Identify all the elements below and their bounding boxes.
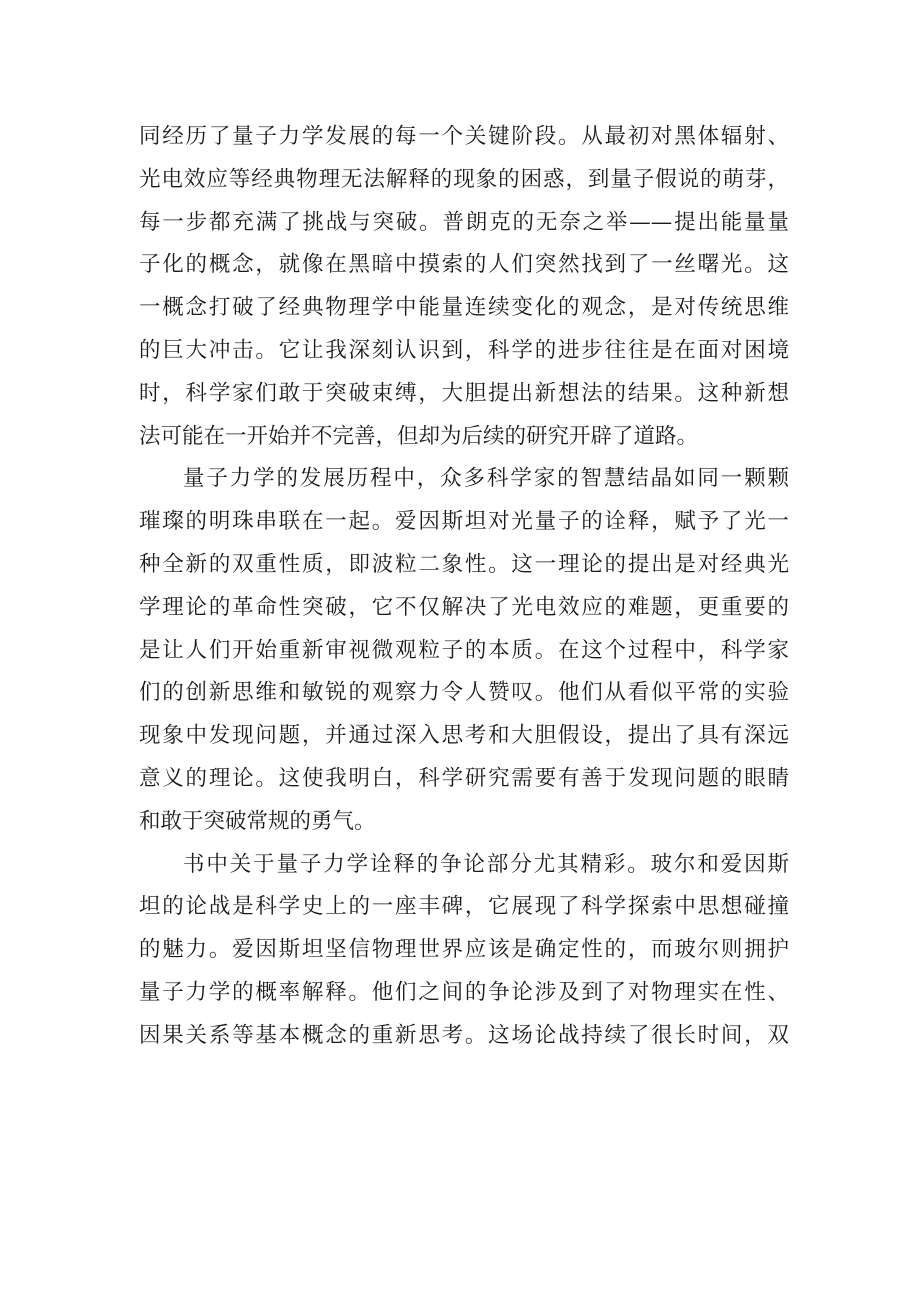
text-line: 现象中发现问题，并通过深入思考和大胆假设，提出了具有深远 (139, 723, 789, 749)
text-line: 的巨大冲击。它让我深刻认识到，科学的进步往往是在面对困境 (139, 337, 789, 363)
document-body (139, 116, 789, 1058)
text-line: 坦的论战是科学史上的一座丰碑，它展现了科学探索中思想碰撞 (139, 894, 789, 920)
text-line: 光电效应等经典物理无法解释的现象的困惑，到量子假说的萌芽， (139, 166, 789, 192)
text-line: 的魅力。爱因斯坦坚信物理世界应该是确定性的，而玻尔则拥护 (139, 937, 789, 963)
paragraph-3 (139, 844, 789, 1058)
text-line: 们的创新思维和敏锐的观察力令人赞叹。他们从看似平常的实验 (139, 680, 789, 706)
text-line: 每一步都充满了挑战与突破。普朗克的无奈之举——提出能量量 (139, 209, 789, 235)
text-line: 和敢于突破常规的勇气。 (139, 808, 376, 834)
text-line: 时，科学家们敢于突破束缚，大胆提出新想法的结果。这种新想 (139, 380, 789, 406)
text-line: 法可能在一开始并不完善，但却为后续的研究开辟了道路。 (139, 423, 699, 449)
text-line: 是让人们开始重新审视微观粒子的本质。在这个过程中，科学家 (139, 637, 789, 663)
text-line: 种全新的双重性质，即波粒二象性。这一理论的提出是对经典光 (139, 551, 789, 577)
text-line: 书中关于量子力学诠释的争论部分尤其精彩。玻尔和爱因斯 (183, 851, 789, 877)
text-line: 量子力学的发展历程中，众多科学家的智慧结晶如同一颗颗 (183, 466, 789, 492)
text-line: 一概念打破了经典物理学中能量连续变化的观念，是对传统思维 (139, 295, 789, 321)
paragraph-1 (139, 116, 789, 458)
text-line: 同经历了量子力学发展的每一个关键阶段。从最初对黑体辐射、 (139, 124, 789, 149)
text-line: 子化的概念，就像在黑暗中摸索的人们突然找到了一丝曙光。这 (139, 252, 789, 278)
text-line: 璀璨的明珠串联在一起。爱因斯坦对光量子的诠释，赋予了光一 (139, 509, 789, 535)
text-line: 因果关系等基本概念的重新思考。这场论战持续了很长时间，双 (139, 1022, 789, 1048)
text-line: 量子力学的概率解释。他们之间的争论涉及到了对物理实在性、 (139, 979, 789, 1005)
paragraph-2 (139, 458, 789, 843)
text-line: 意义的理论。这使我明白，科学研究需要有善于发现问题的眼睛 (139, 765, 789, 791)
text-line: 学理论的革命性突破，它不仅解决了光电效应的难题，更重要的 (139, 594, 789, 620)
